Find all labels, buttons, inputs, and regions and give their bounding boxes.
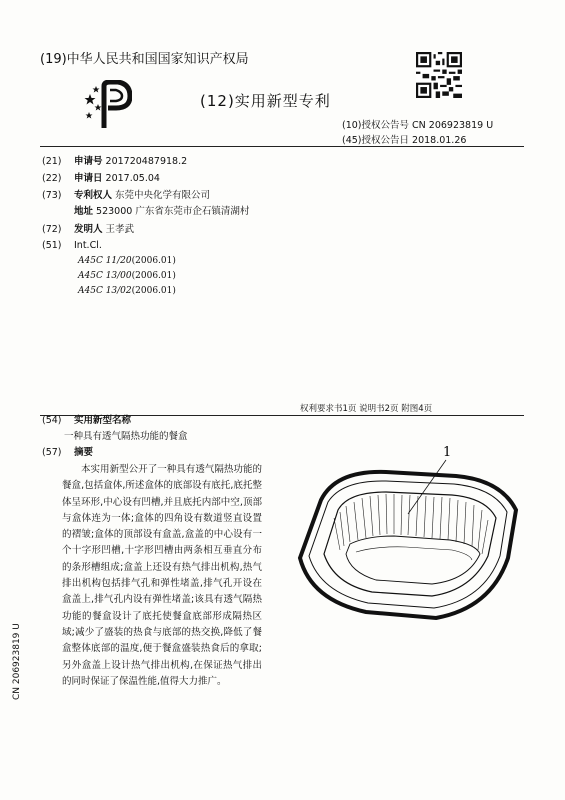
application-date-field — [42, 170, 160, 184]
office-name: (19)中华人民共和国国家知识产权局 — [40, 52, 249, 67]
ipc-entry — [78, 256, 176, 266]
utility-title-heading — [42, 412, 131, 426]
application-date: 2017.05.04 — [105, 173, 160, 184]
figure-label: 1 — [443, 445, 452, 460]
header-divider — [40, 146, 524, 147]
utility-title: 一种具有透气隔热功能的餐盒 — [64, 431, 188, 442]
publication-date: (45)授权公告日 2018.01.26 — [342, 135, 467, 146]
ipc-code: A45C 11/20 — [78, 256, 132, 266]
field-num: (72) — [42, 224, 62, 235]
inventor-field — [42, 221, 134, 235]
field-label: Int.Cl. — [74, 240, 102, 251]
ipc-year: (2006.01) — [131, 286, 176, 296]
address-field — [42, 203, 249, 217]
field-num: (21) — [42, 156, 62, 167]
ipc-year: (2006.01) — [131, 271, 176, 281]
field-label: 发明人 — [74, 224, 103, 235]
page-count-info: 权利要求书1页 说明书2页 附图4页 — [300, 404, 433, 414]
inventor: 王孝武 — [105, 224, 135, 235]
cnipa-logo — [84, 80, 132, 130]
food-container-drawing — [276, 440, 546, 630]
publication-number: (10)授权公告号 CN 206923819 U — [342, 120, 494, 131]
application-number: 201720487918.2 — [105, 156, 188, 167]
field-label: 地址 — [74, 206, 94, 217]
ipc-code: A45C 13/02 — [78, 286, 132, 296]
field-label: 摘要 — [74, 447, 94, 458]
patentee: 东莞中央化学有限公司 — [115, 190, 211, 201]
patentee-field — [42, 187, 210, 201]
ipc-year: (2006.01) — [131, 256, 176, 266]
field-label: 实用新型名称 — [74, 415, 132, 426]
side-publication-number: CN 206923819 U — [12, 623, 22, 700]
ipc-code: A45C 13/00 — [78, 271, 132, 281]
field-num: (73) — [42, 190, 62, 201]
field-label: 申请日 — [74, 173, 103, 184]
application-number-field — [42, 153, 187, 167]
int-cl-field — [42, 240, 102, 251]
qr-code — [416, 52, 462, 98]
field-num: (22) — [42, 173, 62, 184]
field-num: (51) — [42, 240, 62, 251]
field-label: 专利权人 — [74, 190, 113, 201]
field-num: (54) — [42, 415, 62, 426]
ipc-entry — [78, 271, 176, 281]
address: 523000 广东省东莞市企石镇清湖村 — [96, 206, 250, 217]
abstract-heading — [42, 444, 93, 458]
field-num: (57) — [42, 447, 62, 458]
abstract-text: 本实用新型公开了一种具有透气隔热功能的餐盒,包括盒体,所述盒体的底部设有底托,底托整体呈环形,中心设有凹槽,并且底托内部中空,顶部与盒体连为一体;盒体的四角设有数道竖直设置的褶皱;盒体的顶部设有盒盖,盒盖的中心设有一个十字形凹槽,十字形凹槽由两条相互垂直分布的条形槽组成;盒盖上还设有热气排出机构,热气排出机构包括排气孔和弹性堵盖,排气孔开设在盒盖上,排气孔内设有弹性堵盖;该具有透气隔热功能的餐盒设计了底托使餐盒底部形成隔热区域;减少了盛装的热食与底部的热交换,降低了餐盒整体底部的温度,便于餐盒盛装热食后的拿取;另外盒盖上设计热气排出机构,在保证热气排出的同时保证了保温性能,值得大力推广。 — [62, 464, 262, 687]
document-type: (12)实用新型专利 — [200, 92, 331, 110]
ipc-entry — [78, 286, 176, 296]
field-label: 申请号 — [74, 156, 103, 167]
